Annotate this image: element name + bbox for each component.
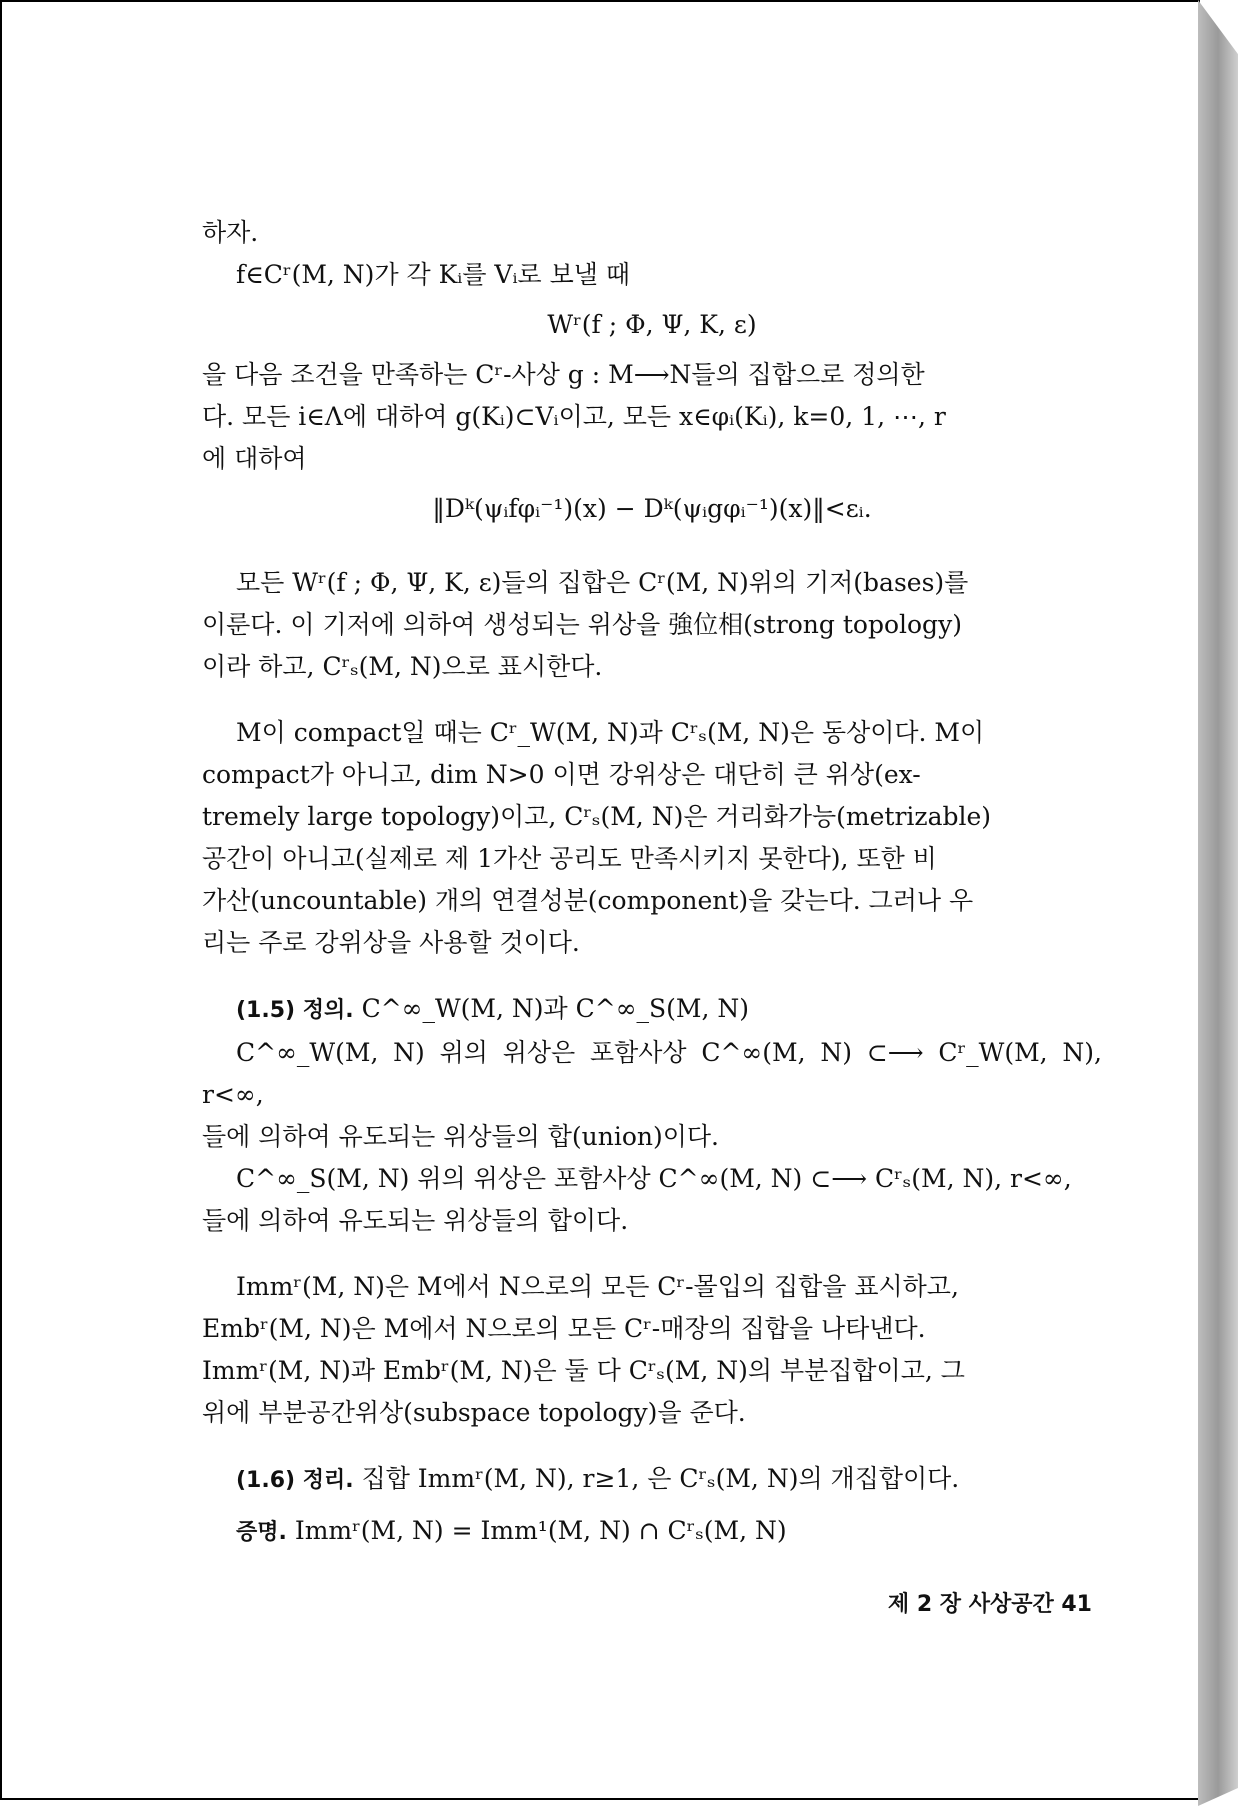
text-line: M이 compact일 때는 Cʳ_W(M, N)과 Cʳₛ(M, N)은 동상이다. M이 bbox=[236, 718, 985, 747]
page-body bbox=[202, 212, 1102, 1554]
text-line: 하자. bbox=[202, 218, 259, 247]
text-line: 다. 모든 i∈Λ에 대하여 g(Kᵢ)⊂Vᵢ이고, 모든 x∈φᵢ(Kᵢ), k=0, 1, ⋯, r bbox=[202, 402, 946, 431]
text-line: 공간이 아니고(실제로 제 1가산 공리도 만족시키지 못한다), 또한 비 bbox=[202, 844, 937, 873]
text-line: f∈Cʳ(M, N)가 각 Kᵢ를 Vᵢ로 보낼 때 bbox=[236, 260, 631, 289]
proof-label: 증명. bbox=[236, 1520, 287, 1545]
proof-text: Immʳ(M, N) = Imm¹(M, N) ∩ Cʳₛ(M, N) bbox=[294, 1516, 787, 1545]
definition-heading bbox=[202, 988, 1102, 1032]
page-footer: 제 2 장 사상공간 41 bbox=[887, 1592, 1092, 1617]
theorem-heading bbox=[202, 1458, 1102, 1502]
text-line: 모든 Wʳ(f ; Φ, Ψ, K, ε)들의 집합은 Cʳ(M, N)위의 기저(bases)를 bbox=[236, 568, 969, 597]
text-line: 리는 주로 강위상을 사용할 것이다. bbox=[202, 928, 580, 957]
text-line: tremely large topology)이고, Cʳₛ(M, N)은 거리화가능(metrizable) bbox=[202, 802, 992, 831]
theorem-label: (1.6) 정리. bbox=[236, 1468, 354, 1493]
formula: Wʳ(f ; Φ, Ψ, K, ε) bbox=[547, 310, 757, 339]
text-line: Embʳ(M, N)은 M에서 N으로의 모든 Cʳ-매장의 집합을 나타낸다. bbox=[202, 1314, 926, 1343]
text-line: 가산(uncountable) 개의 연결성분(component)을 갖는다. 그러나 우 bbox=[202, 886, 974, 915]
page-edge-shadow bbox=[1198, 0, 1238, 1806]
text-line: 들에 의하여 유도되는 위상들의 합이다. bbox=[202, 1206, 629, 1235]
text-line: 을 다음 조건을 만족하는 Cʳ-사상 g : M⟶N들의 집합으로 정의한 bbox=[202, 360, 925, 389]
text-line: C^∞_W(M, N) 위의 위상은 포함사상 C^∞(M, N) ⊂⟶ Cʳ_W(M, N), r<∞, bbox=[202, 1038, 1102, 1109]
formula: ‖Dᵏ(ψᵢfφᵢ⁻¹)(x) − Dᵏ(ψᵢgφᵢ⁻¹)(x)‖<εᵢ. bbox=[432, 494, 872, 523]
text-line: 이라 하고, Cʳₛ(M, N)으로 표시한다. bbox=[202, 652, 603, 681]
theorem-text: 집합 Immʳ(M, N), r≥1, 은 Cʳₛ(M, N)의 개집합이다. bbox=[361, 1464, 960, 1493]
text-line: Immʳ(M, N)과 Embʳ(M, N)은 둘 다 Cʳₛ(M, N)의 부분집합이고, 그 bbox=[202, 1356, 965, 1385]
text-line: 들에 의하여 유도되는 위상들의 합(union)이다. bbox=[202, 1122, 719, 1151]
definition-label: (1.5) 정의. bbox=[236, 998, 354, 1023]
definition-title: C^∞_W(M, N)과 C^∞_S(M, N) bbox=[361, 994, 750, 1023]
text-line: C^∞_S(M, N) 위의 위상은 포함사상 C^∞(M, N) ⊂⟶ Cʳₛ(M, N), r<∞, bbox=[236, 1164, 1072, 1193]
text-line: 에 대하여 bbox=[202, 444, 307, 473]
text-line: Immʳ(M, N)은 M에서 N으로의 모든 Cʳ-몰입의 집합을 표시하고, bbox=[236, 1272, 959, 1301]
text-line: 위에 부분공간위상(subspace topology)을 준다. bbox=[202, 1398, 746, 1427]
proof-line bbox=[202, 1510, 1102, 1554]
text-line: compact가 아니고, dim N>0 이면 강위상은 대단히 큰 위상(ex- bbox=[202, 760, 921, 789]
text-line: 이룬다. 이 기저에 의하여 생성되는 위상을 強位相(strong topology) bbox=[202, 610, 962, 639]
